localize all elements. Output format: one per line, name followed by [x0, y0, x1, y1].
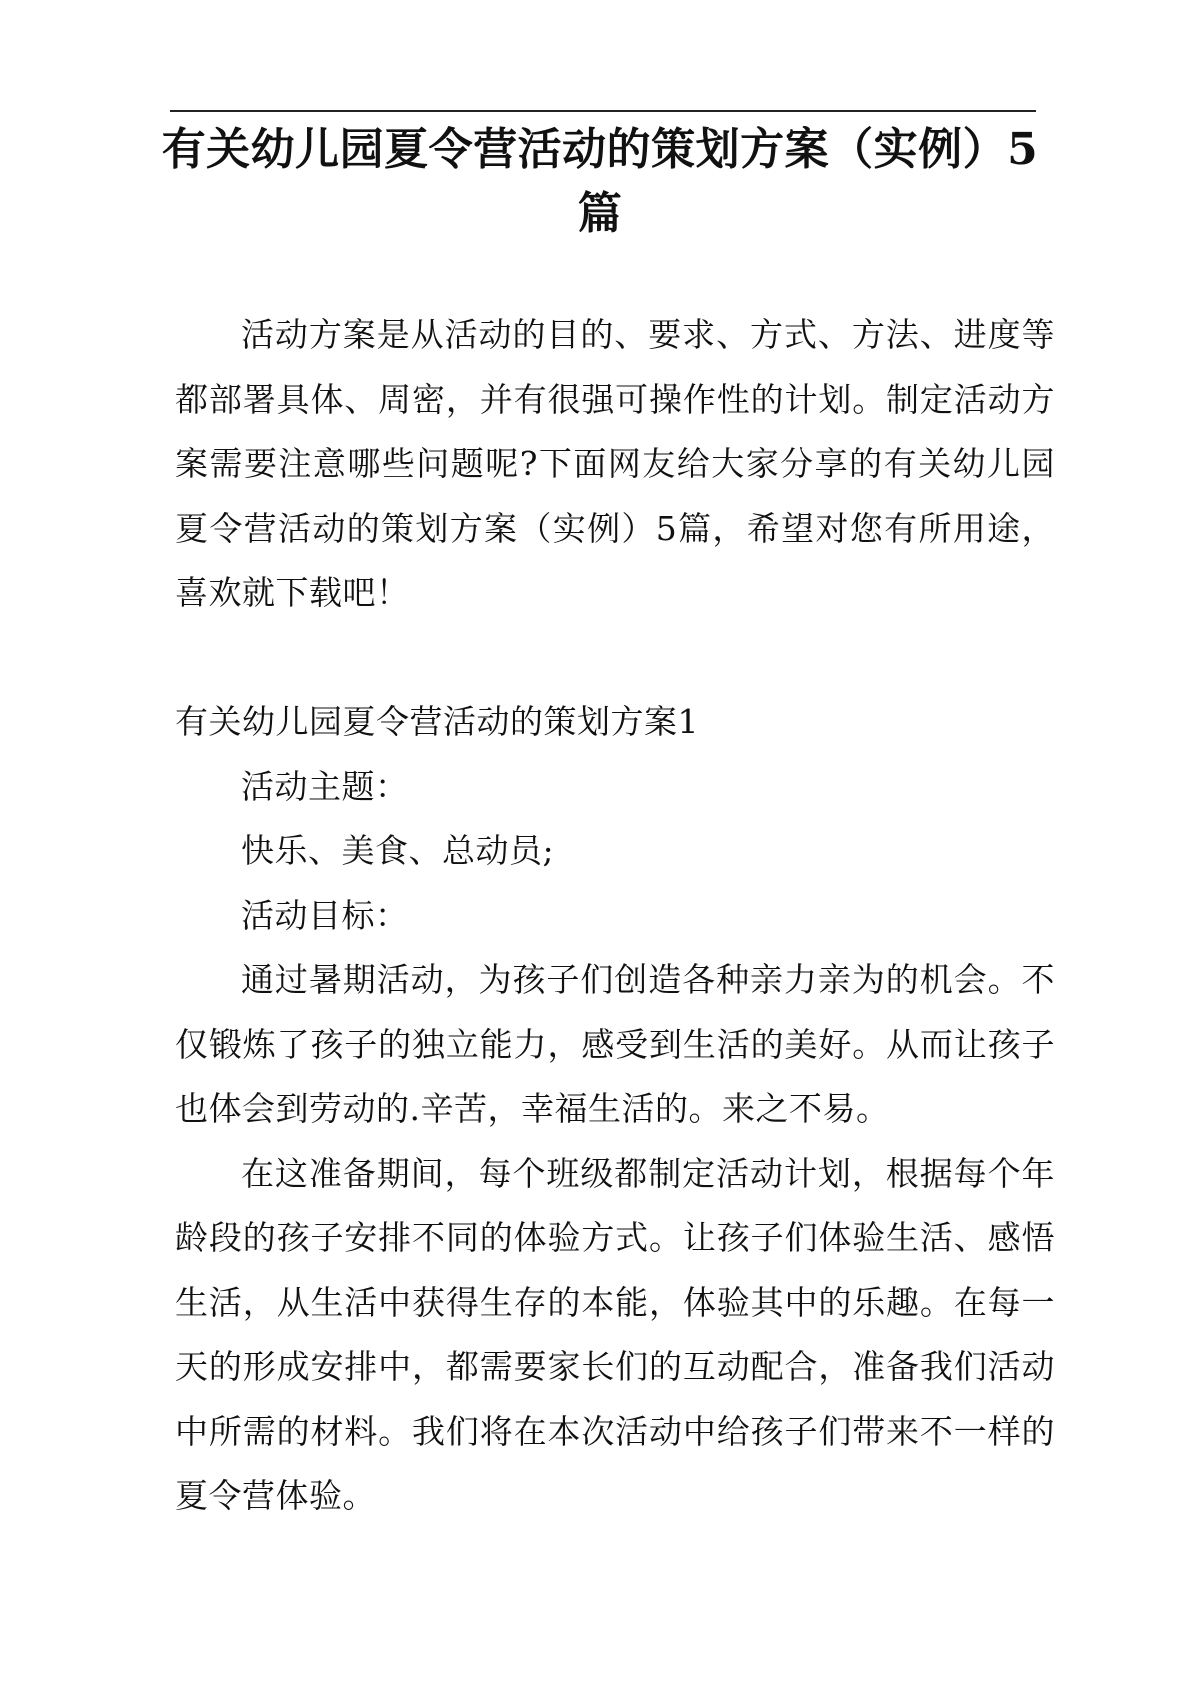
- header-rule: [170, 110, 1036, 112]
- theme-value: 快乐、美食、总动员;: [241, 831, 555, 870]
- intro-paragraph: 活动方案是从活动的目的、要求、方式、方法、进度等都部署具体、周密，并有很强可操作性的计划。制定活动方案需要注意哪些问题呢?下面网友给大家分享的有关幼儿园夏令营活动的策划方案（实例）5篇，希望对您有所用途，喜欢就下载吧！: [175, 315, 1055, 612]
- preparation-paragraph: 在这准备期间，每个班级都制定活动计划，根据每个年龄段的孩子安排不同的体验方式。让孩子们体验生活、感悟生活，从生活中获得生存的本能，体验其中的乐趣。在每一天的形成安排中，都需要家长们的互动配合，准备我们活动中所需的材料。我们将在本次活动中给孩子们带来不一样的夏令营体验。: [175, 1153, 1055, 1515]
- theme-label: 活动主题：: [241, 766, 409, 806]
- document-title: 有关幼儿园夏令营活动的策划方案（实例）5篇: [161, 124, 1039, 239]
- document-body: [175, 303, 1055, 1529]
- section-heading: 有关幼儿园夏令营活动的策划方案1: [175, 702, 699, 741]
- goal-label: 活动目标：: [241, 895, 409, 935]
- goal-paragraph: 通过暑期活动，为孩子们创造各种亲力亲为的机会。不仅锻炼了孩子的独立能力，感受到生活的美好。从而让孩子也体会到劳动的.辛苦，幸福生活的。来之不易。: [175, 960, 1055, 1128]
- paragraph-gap: [175, 626, 1055, 691]
